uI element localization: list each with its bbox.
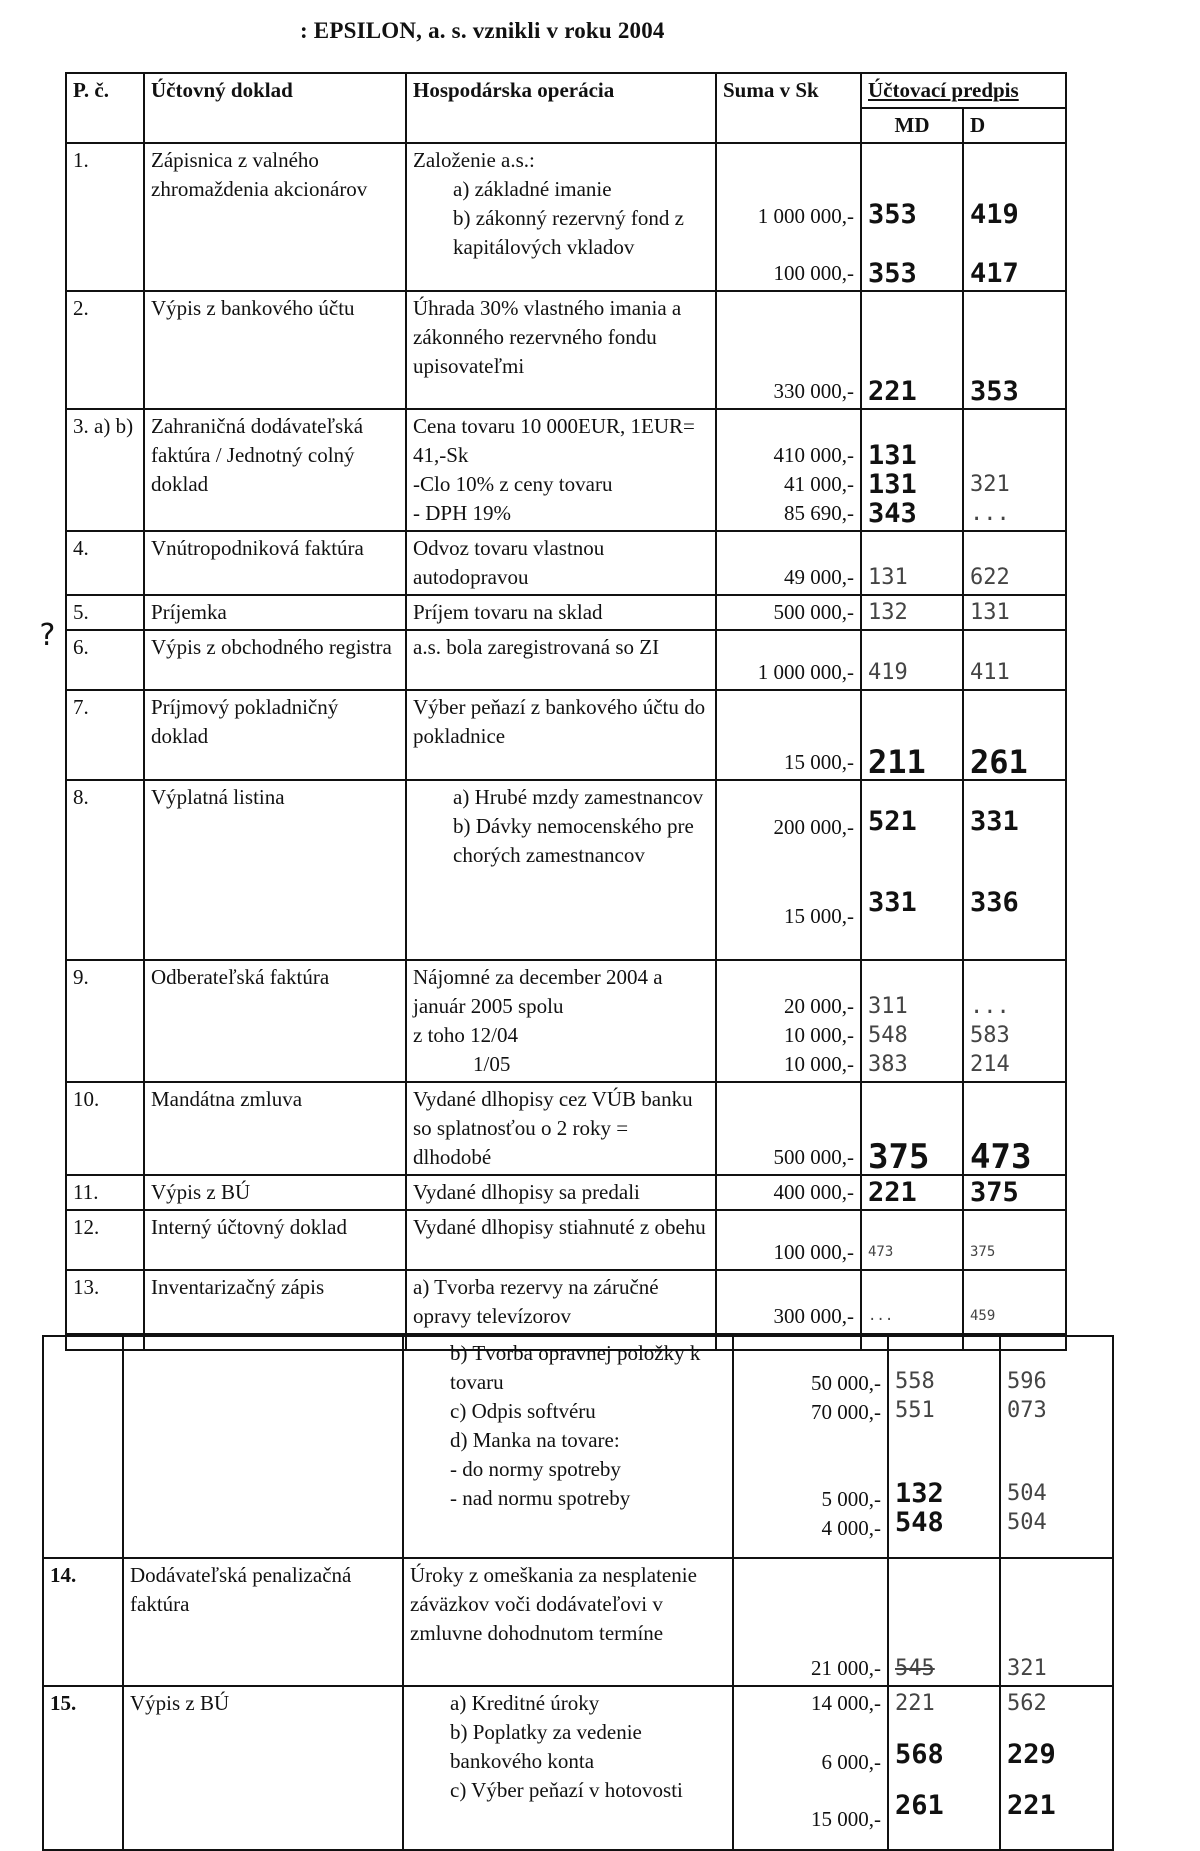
row-operacia: Úhrada 30% vlastného imania a zákonného rezervného fondu upisovateľmi: [406, 291, 716, 409]
table-row: [66, 1175, 1066, 1210]
row-operacia: [406, 960, 716, 1082]
d-account: ...: [970, 994, 1010, 1019]
md-account: 548: [895, 1507, 944, 1538]
row-md: [888, 1686, 1000, 1850]
row-md: ...: [861, 1270, 963, 1334]
d-account: 214: [970, 1052, 1010, 1077]
row-md: [888, 1336, 1000, 1558]
row-d: 459: [963, 1270, 1066, 1334]
operation-line: b) Tvorba opravnej položky k tovaru: [450, 1341, 701, 1394]
row-suma: 21 000,-: [733, 1558, 888, 1686]
row-doklad: [123, 1336, 403, 1558]
md-account: 311: [868, 994, 908, 1019]
document-title: : EPSILON, a. s. vznikli v roku 2004: [300, 18, 665, 43]
row-md: 221: [861, 291, 963, 409]
amount: 200 000,-: [773, 815, 854, 839]
operation-line: Nájomné za december 2004 a január 2005 spolu: [413, 965, 663, 1018]
table-row: [66, 690, 1066, 780]
row-d: [963, 780, 1066, 960]
table-row: [66, 143, 1066, 291]
table-row: [66, 531, 1066, 595]
table-row: [43, 1558, 1113, 1686]
d-account: 221: [1007, 1790, 1056, 1821]
row-md: 419: [861, 630, 963, 690]
row-doklad: Výpis z BÚ: [123, 1686, 403, 1850]
table-row: [66, 1210, 1066, 1270]
row-md: [861, 780, 963, 960]
row-suma: 15 000,-: [716, 690, 861, 780]
row-suma: 49 000,-: [716, 531, 861, 595]
row-suma: 500 000,-: [716, 1082, 861, 1175]
amount: 10 000,-: [784, 1023, 854, 1047]
table-row: [66, 630, 1066, 690]
amount: 15 000,-: [784, 904, 854, 928]
operation-line: c) Výber peňazí v hotovosti: [450, 1778, 683, 1802]
row-d: 321: [1000, 1558, 1113, 1686]
d-account: 073: [1007, 1398, 1047, 1423]
margin-question-mark: ?: [38, 618, 57, 653]
row-suma: 1 000 000,-: [716, 630, 861, 690]
md-account: 383: [868, 1052, 908, 1077]
operation-line: Založenie a.s.:: [413, 148, 535, 172]
row-md: 221: [861, 1175, 963, 1210]
row-pc: 15.: [43, 1686, 123, 1850]
d-account: 417: [970, 258, 1019, 289]
row-operacia: [406, 409, 716, 531]
row-suma: [716, 143, 861, 291]
operation-line: - DPH 19%: [413, 501, 511, 525]
row-operacia: a) Tvorba rezervy na záručné opravy televízorov: [406, 1270, 716, 1334]
operation-line: - nad normu spotreby: [450, 1486, 631, 1510]
table-row: [43, 1336, 1113, 1558]
row-operacia: Vydané dlhopisy cez VÚB banku so splatnosťou o 2 roky = dlhodobé: [406, 1082, 716, 1175]
table-row: [66, 1270, 1066, 1334]
md-account: 548: [868, 1023, 908, 1048]
row-d: 411: [963, 630, 1066, 690]
row-pc: 11.: [66, 1175, 144, 1210]
d-account: 562: [1007, 1691, 1047, 1716]
amount: 6 000,-: [821, 1750, 881, 1774]
table-row: [66, 291, 1066, 409]
operation-line: 1/05: [473, 1052, 511, 1076]
row-suma: [733, 1336, 888, 1558]
row-pc: 4.: [66, 531, 144, 595]
row-pc: 13.: [66, 1270, 144, 1334]
table-row: [66, 409, 1066, 531]
header-row: [66, 73, 1066, 108]
row-suma: 500 000,-: [716, 595, 861, 630]
row-pc: 3. a) b): [66, 409, 144, 531]
row-operacia: Príjem tovaru na sklad: [406, 595, 716, 630]
header-predpis: Účtovací predpis: [861, 73, 1066, 108]
accounting-table-lower: [42, 1335, 1114, 1851]
accounting-table-upper: [65, 72, 1067, 1351]
operation-line: a) Hrubé mzdy zamestnancov: [453, 785, 704, 809]
operation-line: b) Poplatky za vedenie bankového konta: [450, 1720, 642, 1773]
row-operacia: Výber peňazí z bankového účtu do pokladnice: [406, 690, 716, 780]
row-operacia: [406, 143, 716, 291]
row-pc: 1.: [66, 143, 144, 291]
operation-line: d) Manka na tovare:: [450, 1428, 620, 1452]
operation-line: - do normy spotreby: [450, 1457, 621, 1481]
md-account: 131: [868, 469, 917, 500]
md-account: 353: [868, 199, 917, 230]
d-account: 229: [1007, 1739, 1056, 1770]
md-account: 568: [895, 1739, 944, 1770]
operation-line: b) zákonný rezervný fond z kapitálových vkladov: [453, 206, 684, 259]
row-d: 261: [963, 690, 1066, 780]
row-doklad: Zápisnica z valného zhromaždenia akcionárov: [144, 143, 406, 291]
header-md: MD: [861, 108, 963, 143]
operation-line: c) Odpis softvéru: [450, 1399, 596, 1423]
d-account: 321: [970, 472, 1010, 497]
d-account: ...: [970, 501, 1010, 526]
row-doklad: Dodávateľská penalizačná faktúra: [123, 1558, 403, 1686]
row-operacia: a.s. bola zaregistrovaná so ZI: [406, 630, 716, 690]
amount: 20 000,-: [784, 994, 854, 1018]
row-suma: 300 000,-: [716, 1270, 861, 1334]
table-row: [43, 1686, 1113, 1850]
row-pc: 14.: [43, 1558, 123, 1686]
row-doklad: Odberateľská faktúra: [144, 960, 406, 1082]
d-account: 419: [970, 199, 1019, 230]
row-doklad: Výpis z BÚ: [144, 1175, 406, 1210]
row-doklad: Zahraničná dodávateľská faktúra / Jednotný colný doklad: [144, 409, 406, 531]
row-pc: 2.: [66, 291, 144, 409]
header-d: D: [963, 108, 1066, 143]
row-d: 131: [963, 595, 1066, 630]
row-pc: 8.: [66, 780, 144, 960]
row-operacia: [403, 1336, 733, 1558]
row-md: 211: [861, 690, 963, 780]
row-md: 473: [861, 1210, 963, 1270]
row-md: 132: [861, 595, 963, 630]
amount: 50 000,-: [811, 1371, 881, 1395]
md-account: 558: [895, 1369, 935, 1394]
operation-line: a) Kreditné úroky: [450, 1691, 600, 1715]
row-doklad: Výpis z bankového účtu: [144, 291, 406, 409]
row-d: 375: [963, 1210, 1066, 1270]
row-doklad: Výplatná listina: [144, 780, 406, 960]
operation-line: b) Dávky nemocenského pre chorých zamestnancov: [453, 814, 694, 867]
row-d: 375: [963, 1175, 1066, 1210]
table-row: [66, 595, 1066, 630]
row-d: 622: [963, 531, 1066, 595]
row-suma: [716, 960, 861, 1082]
amount: 70 000,-: [811, 1400, 881, 1424]
row-doklad: Príjemka: [144, 595, 406, 630]
row-pc: 12.: [66, 1210, 144, 1270]
amount: 100 000,-: [773, 261, 854, 285]
table-row: [66, 960, 1066, 1082]
row-pc: 6.: [66, 630, 144, 690]
amount: 410 000,-: [773, 443, 854, 467]
d-account: 331: [970, 806, 1019, 837]
row-doklad: Výpis z obchodného registra: [144, 630, 406, 690]
amount: 41 000,-: [784, 472, 854, 496]
row-d: [1000, 1336, 1113, 1558]
md-account: 261: [895, 1790, 944, 1821]
header-pc: P. č.: [66, 73, 144, 143]
md-account: 331: [868, 887, 917, 918]
row-pc: 10.: [66, 1082, 144, 1175]
row-md: [861, 960, 963, 1082]
operation-line: a) základné imanie: [453, 177, 612, 201]
row-operacia: Vydané dlhopisy sa predali: [406, 1175, 716, 1210]
operation-line: z toho 12/04: [413, 1023, 518, 1047]
row-pc: 7.: [66, 690, 144, 780]
d-account: 583: [970, 1023, 1010, 1048]
row-d: [963, 960, 1066, 1082]
row-doklad: Príjmový pokladničný doklad: [144, 690, 406, 780]
md-account: 551: [895, 1398, 935, 1423]
row-md: 545: [888, 1558, 1000, 1686]
row-suma: [716, 780, 861, 960]
row-suma: 400 000,-: [716, 1175, 861, 1210]
row-suma: 330 000,-: [716, 291, 861, 409]
header-operacia: Hospodárska operácia: [406, 73, 716, 143]
row-d: [1000, 1686, 1113, 1850]
md-account: 353: [868, 258, 917, 289]
row-d: [963, 409, 1066, 531]
header-doklad: Účtovný doklad: [144, 73, 406, 143]
row-operacia: [406, 780, 716, 960]
amount: 1 000 000,-: [757, 204, 854, 228]
amount: 14 000,-: [811, 1691, 881, 1715]
row-pc: 5.: [66, 595, 144, 630]
row-suma: 100 000,-: [716, 1210, 861, 1270]
d-account: 504: [1007, 1510, 1047, 1535]
operation-line: Cena tovaru 10 000EUR, 1EUR= 41,-Sk: [413, 414, 695, 467]
row-d: [963, 143, 1066, 291]
header-suma: Suma v Sk: [716, 73, 861, 143]
table-row: [66, 1082, 1066, 1175]
row-md: [861, 143, 963, 291]
row-doklad: Vnútropodniková faktúra: [144, 531, 406, 595]
row-suma: [733, 1686, 888, 1850]
row-operacia: [403, 1686, 733, 1850]
row-pc: 9.: [66, 960, 144, 1082]
d-account: 596: [1007, 1369, 1047, 1394]
row-d: 473: [963, 1082, 1066, 1175]
md-account: 131: [868, 440, 917, 471]
row-doklad: Inventarizačný zápis: [144, 1270, 406, 1334]
md-account: 221: [895, 1691, 935, 1716]
row-md: 375: [861, 1082, 963, 1175]
row-doklad: Interný účtovný doklad: [144, 1210, 406, 1270]
row-doklad: Mandátna zmluva: [144, 1082, 406, 1175]
d-account: 336: [970, 887, 1019, 918]
amount: 10 000,-: [784, 1052, 854, 1076]
row-operacia: Odvoz tovaru vlastnou autodopravou: [406, 531, 716, 595]
operation-line: -Clo 10% z ceny tovaru: [413, 472, 613, 496]
amount: 5 000,-: [821, 1487, 881, 1511]
row-suma: [716, 409, 861, 531]
md-account: 343: [868, 498, 917, 529]
row-md: [861, 409, 963, 531]
row-operacia: Úroky z omeškania za nesplatenie záväzkov voči dodávateľovi v zmluvne dohodnutom termíne: [403, 1558, 733, 1686]
amount: 85 690,-: [784, 501, 854, 525]
table-row: [66, 780, 1066, 960]
row-pc: [43, 1336, 123, 1558]
md-account: 521: [868, 806, 917, 837]
d-account: 504: [1007, 1481, 1047, 1506]
row-md: 131: [861, 531, 963, 595]
md-account: 132: [895, 1478, 944, 1509]
amount: 4 000,-: [821, 1516, 881, 1540]
amount: 15 000,-: [811, 1807, 881, 1831]
row-operacia: Vydané dlhopisy stiahnuté z obehu: [406, 1210, 716, 1270]
row-d: 353: [963, 291, 1066, 409]
